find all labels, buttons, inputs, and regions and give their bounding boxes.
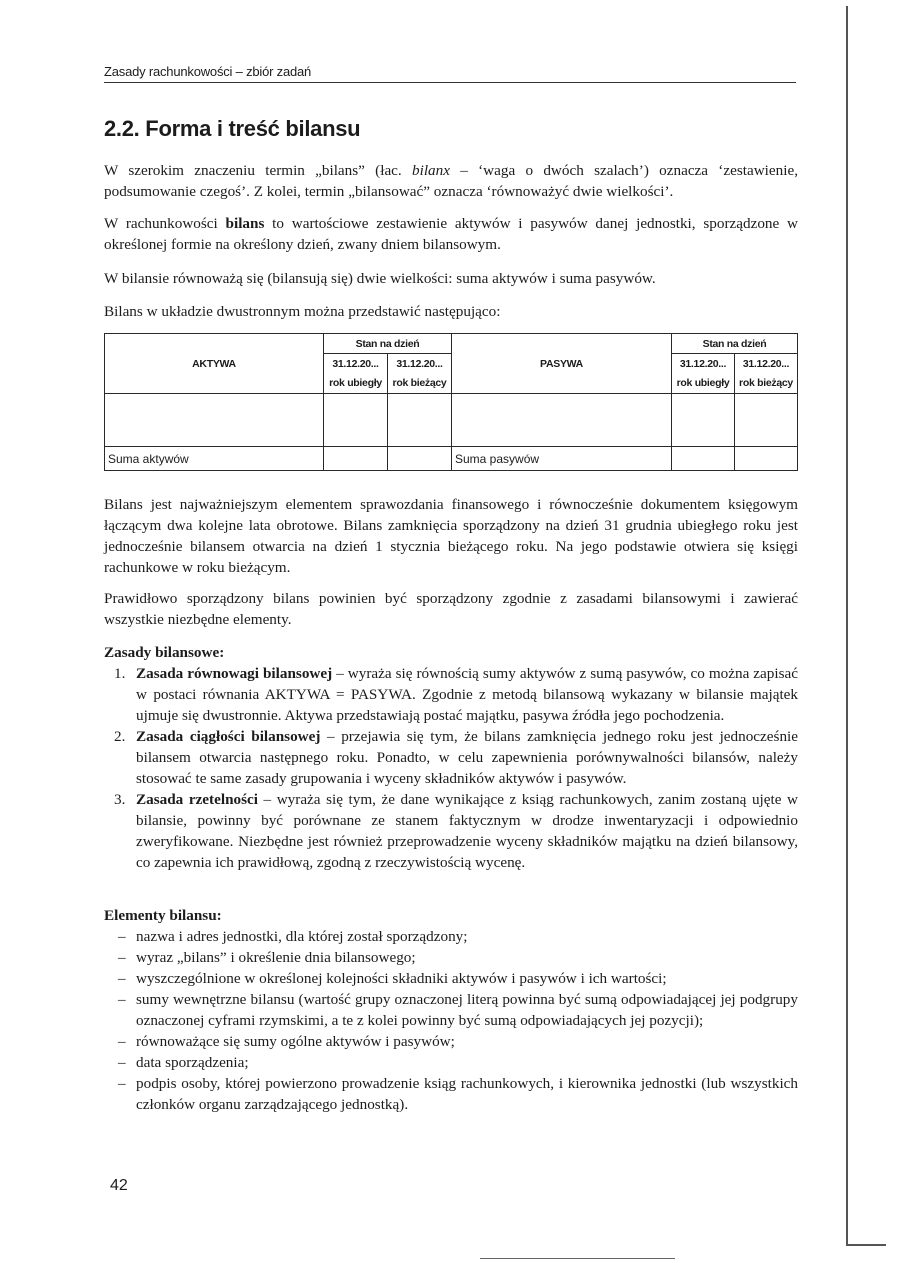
rule-title: Zasada rzetelności <box>136 791 258 808</box>
header-rule <box>104 82 796 83</box>
stan-header-aktywa: Stan na dzień <box>324 334 452 354</box>
rule-text: – wyraża się tym, że dane wynikające z ksiąg rachunkowych, zanim zostaną ujęte w bilansie, powinny być porównane ze stanem faktycznym w drodze inwentaryzacji i odpowiednio zweryfikowane. Niezbędne jest również przeprowadzenie wyceny składników majątku na dzień bilansowy, co zapewnia ich prawidłową, zgodną z rzeczywistością wycenę. <box>136 791 798 871</box>
scan-edge-line <box>846 6 848 1246</box>
paragraph-text: to wartościowe zestawienie aktywów i pasywów danej jednostki, sporządzone w określonej formie na określony dzień, zwany dniem bilansowym. <box>104 215 798 253</box>
list-number: 1. <box>114 665 126 682</box>
table-cell <box>672 394 735 447</box>
scan-foot-line <box>480 1258 675 1259</box>
paragraph-text: Prawidłowo sporządzony bilans powinien być sporządzony zgodnie z zasadami bilansowymi i zawierać wszystkie niezbędne elementy. <box>104 590 798 628</box>
paragraph-balance <box>104 268 798 289</box>
stan-header-pasywa: Stan na dzień <box>672 334 798 354</box>
list-item: – wyraz „bilans” i określenie dnia bilansowego; <box>104 947 798 968</box>
list-item: – data sporządzenia; <box>104 1052 798 1073</box>
paragraph-bilans-definition <box>104 160 798 202</box>
paragraph-text: W szerokim znaczeniu termin „bilans” (łac. <box>104 162 412 179</box>
page-number: 42 <box>110 1177 128 1194</box>
latin-term: bilanx <box>412 162 450 179</box>
rule-text: – wyraża się równością sumy aktywów z sumą pasywów, co można zapisać w postaci równania AKTYWA = PASYWA. Zgodnie z metodą bilansową wykazany w bilansie majątek ujmuje się dwustronnie. Aktywa przedstawiają postać majątku, pasywa źródła jego pochodzenia. <box>136 665 798 724</box>
date-prev-pasywa: 31.12.20... <box>672 354 735 374</box>
scan-edge-foot <box>846 1244 886 1246</box>
table-cell <box>324 394 388 447</box>
list-item <box>104 663 798 726</box>
paragraph-text: Bilans w układzie dwustronnym można przedstawić następująco: <box>104 303 501 320</box>
table-row <box>105 447 798 471</box>
rule-title: Zasada równowagi bilansowej <box>136 665 333 682</box>
section-title: 2.2. Forma i treść bilansu <box>104 116 361 141</box>
date-prev-aktywa: 31.12.20... <box>324 354 388 374</box>
list-item <box>104 726 798 789</box>
list-number: 3. <box>114 791 126 808</box>
table-cell <box>388 447 452 471</box>
paragraph-bilans-importance <box>104 494 798 578</box>
list-item: – wyszczególnione w określonej kolejności składniki aktywów i pasywów i ich wartości; <box>104 968 798 989</box>
list-item: – podpis osoby, której powierzono prowadzenie ksiąg rachunkowych, i kierownika jednostki (lub wszystkich członków organu zarządzającego jednostką). <box>104 1073 798 1115</box>
paragraph-bilans-accounting <box>104 213 798 255</box>
pasywa-header: PASYWA <box>452 334 672 394</box>
list-number: 2. <box>114 728 126 745</box>
prev-year-pasywa: rok ubiegły <box>672 374 735 394</box>
suma-aktywow: Suma aktywów <box>105 447 324 471</box>
curr-year-pasywa: rok bieżący <box>735 374 798 394</box>
elements-heading: Elementy bilansu: <box>104 907 222 924</box>
rules-list <box>104 663 798 873</box>
suma-pasywow: Suma pasywów <box>452 447 672 471</box>
paragraph-text: W rachunkowości <box>104 215 226 232</box>
table-cell <box>324 447 388 471</box>
rules-heading: Zasady bilansowe: <box>104 644 225 661</box>
aktywa-header: AKTYWA <box>105 334 324 394</box>
list-item <box>104 789 798 873</box>
bold-term: bilans <box>225 215 265 232</box>
paragraph-table-intro <box>104 301 798 322</box>
table-cell <box>105 394 324 447</box>
table-row <box>105 394 798 447</box>
list-item: – równoważące się sumy ogólne aktywów i pasywów; <box>104 1031 798 1052</box>
prev-year-aktywa: rok ubiegły <box>324 374 388 394</box>
elements-list <box>104 926 798 1115</box>
paragraph-text: Bilans jest najważniejszym elementem sprawozdania finansowego i równocześnie dokumentem księgowym łączącym dwa kolejne lata obrotowe. Bilans zamknięcia sporządzony na dzień 31 grudnia ubiegłego roku jest jednocześnie bilansem otwarcia na dzień 1 stycznia bieżącego roku. Na jego podstawie otwiera się księgi rachunkowe w roku bieżącym. <box>104 496 798 576</box>
table-cell <box>735 394 798 447</box>
table-cell <box>388 394 452 447</box>
date-curr-pasywa: 31.12.20... <box>735 354 798 374</box>
table-cell <box>735 447 798 471</box>
list-item: – nazwa i adres jednostki, dla której został sporządzony; <box>104 926 798 947</box>
table-cell <box>672 447 735 471</box>
date-curr-aktywa: 31.12.20... <box>388 354 452 374</box>
running-header: Zasady rachunkowości – zbiór zadań <box>104 64 312 79</box>
paragraph-text: W bilansie równoważą się (bilansują się) dwie wielkości: suma aktywów i suma pasywów. <box>104 270 656 287</box>
curr-year-aktywa: rok bieżący <box>388 374 452 394</box>
paragraph-correct-bilans <box>104 588 798 630</box>
rule-text: – przejawia się tym, że bilans zamknięcia jednego roku jest jednocześnie bilansem otwarcia następnego roku. Ponadto, w celu zapewnienia porównywalności bilansów, należy stosować te same zasady grupowania i wyceny składników aktywów i pasywów. <box>136 728 798 787</box>
rule-title: Zasada ciągłości bilansowej <box>136 728 321 745</box>
balance-sheet-table <box>104 333 798 471</box>
paragraph-text: – ‘waga o dwóch szalach’) oznacza ‘zestawienie, podsumowanie czegoś’. Z kolei, termin „bilansować” oznacza ‘równoważyć dwie wielkości’. <box>104 162 798 200</box>
table-cell <box>452 394 672 447</box>
list-item: – sumy wewnętrzne bilansu (wartość grupy oznaczonej literą powinna być sumą odpowiadającej jej podgrupy oznaczonej cyframi rzymskimi, a te z kolei powinny być sumą odpowiadających jej pozycji); <box>104 989 798 1031</box>
